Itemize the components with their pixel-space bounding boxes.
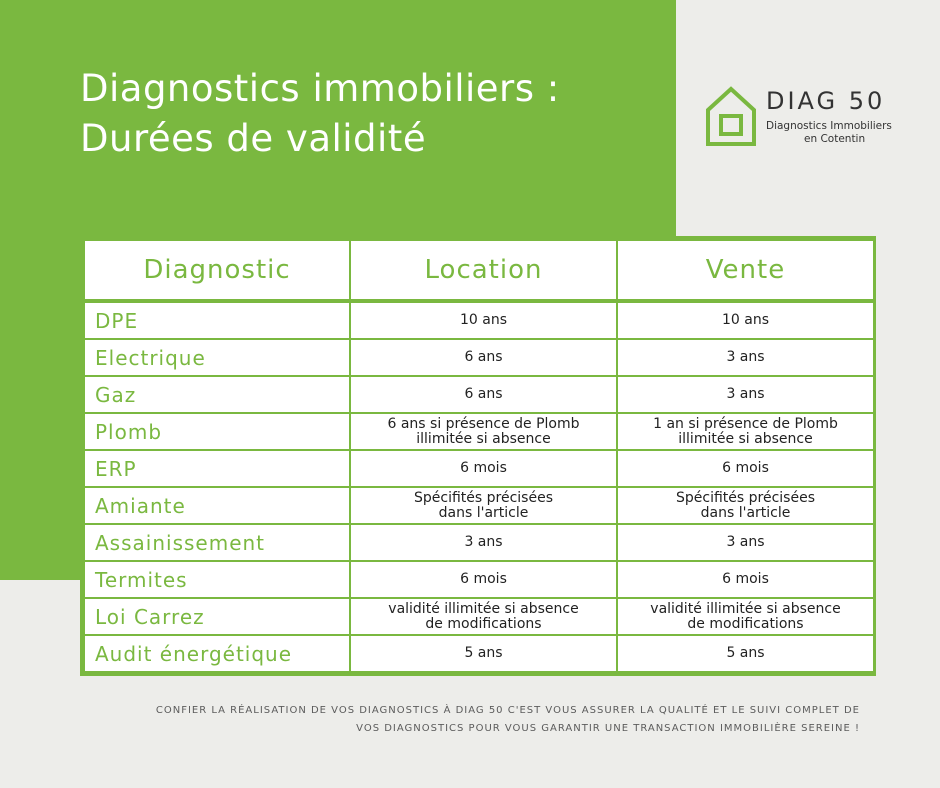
row-vente-value: 5 ans <box>617 635 874 672</box>
row-diagnostic-name: Loi Carrez <box>84 598 350 635</box>
row-diagnostic-name: Plomb <box>84 413 350 450</box>
page-title <box>80 64 560 164</box>
value-line: dans l'article <box>700 504 791 521</box>
row-vente-value <box>617 413 874 450</box>
row-location-value: 6 ans <box>350 339 617 376</box>
table-row <box>84 301 874 339</box>
value-line: illimitée si absence <box>416 430 551 447</box>
row-vente-value: 3 ans <box>617 339 874 376</box>
row-location-value: 10 ans <box>350 301 617 339</box>
row-vente-value <box>617 598 874 635</box>
row-vente-value: 3 ans <box>617 376 874 413</box>
table-row <box>84 376 874 413</box>
value-line: illimitée si absence <box>678 430 813 447</box>
row-location-value: 6 ans <box>350 376 617 413</box>
table-row <box>84 524 874 561</box>
table-row <box>84 450 874 487</box>
footer-line-2: VOS DIAGNOSTICS POUR VOUS GARANTIR UNE TRANSACTION IMMOBILIÈRE SEREINE ! <box>356 723 860 734</box>
table-row <box>84 487 874 524</box>
value-line: Spécifités précisées <box>414 489 553 506</box>
row-location-value <box>350 413 617 450</box>
value-line: dans l'article <box>438 504 529 521</box>
row-diagnostic-name: Assainissement <box>84 524 350 561</box>
row-location-value: 3 ans <box>350 524 617 561</box>
row-diagnostic-name: Electrique <box>84 339 350 376</box>
value-line: validité illimitée si absence <box>388 600 579 617</box>
value-line: de modifications <box>425 615 542 632</box>
row-diagnostic-name: Gaz <box>84 376 350 413</box>
row-diagnostic-name: Amiante <box>84 487 350 524</box>
logo-tagline-2: en Cotentin <box>804 133 866 145</box>
header-location: Location <box>350 240 617 301</box>
row-diagnostic-name: ERP <box>84 450 350 487</box>
table-header-row <box>84 240 874 301</box>
logo <box>704 86 904 150</box>
row-diagnostic-name: Audit énergétique <box>84 635 350 672</box>
row-vente-value: 10 ans <box>617 301 874 339</box>
validity-table <box>80 236 876 676</box>
row-location-value: 6 mois <box>350 450 617 487</box>
logo-tagline-1: Diagnostics Immobiliers <box>766 120 892 132</box>
title-line-1: Diagnostics immobiliers : <box>80 67 560 110</box>
row-vente-value: 3 ans <box>617 524 874 561</box>
footer-note <box>100 702 860 738</box>
logo-name: DIAG 50 <box>766 87 886 115</box>
row-location-value <box>350 598 617 635</box>
value-line: validité illimitée si absence <box>650 600 841 617</box>
row-vente-value: 6 mois <box>617 450 874 487</box>
value-line: Spécifités précisées <box>676 489 815 506</box>
row-diagnostic-name: Termites <box>84 561 350 598</box>
row-location-value: 5 ans <box>350 635 617 672</box>
table-row <box>84 413 874 450</box>
row-location-value <box>350 487 617 524</box>
header-diagnostic: Diagnostic <box>84 240 350 301</box>
header-vente: Vente <box>617 240 874 301</box>
table-row <box>84 598 874 635</box>
table-row <box>84 339 874 376</box>
row-location-value: 6 mois <box>350 561 617 598</box>
value-line: 6 ans si présence de Plomb <box>387 415 580 432</box>
table-row <box>84 561 874 598</box>
house-icon <box>704 86 758 148</box>
value-line: 1 an si présence de Plomb <box>653 415 838 432</box>
footer-line-1: CONFIER LA RÉALISATION DE VOS DIAGNOSTICS À DIAG 50 C'EST VOUS ASSURER LA QUALITÉ ET LE SUIVI COMPLET DE <box>155 705 860 716</box>
value-line: de modifications <box>687 615 804 632</box>
table-row <box>84 635 874 672</box>
title-line-2: Durées de validité <box>80 117 427 160</box>
row-diagnostic-name: DPE <box>84 301 350 339</box>
row-vente-value <box>617 487 874 524</box>
row-vente-value: 6 mois <box>617 561 874 598</box>
